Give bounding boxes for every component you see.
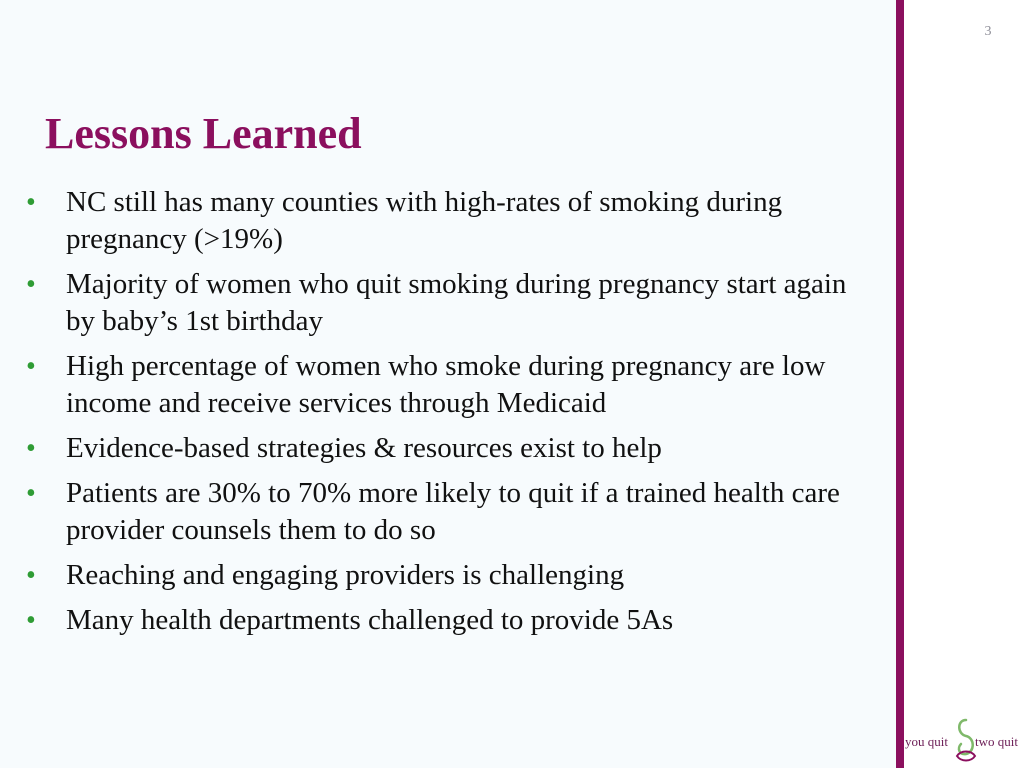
bullet-text: Patients are 30% to 70% more likely to quit if a trained health care provider counsels them to do so (66, 477, 840, 546)
bullet-text: Majority of women who quit smoking during pregnancy start again by baby’s 1st birthday (66, 268, 847, 337)
bullet-text: High percentage of women who smoke during pregnancy are low income and receive services through Medicaid (66, 350, 826, 419)
bullet-text: Many health departments challenged to provide 5As (66, 604, 674, 636)
slide-title: Lessons Learned (45, 109, 362, 158)
bullet-icon: • (26, 433, 36, 464)
side-rule (896, 0, 904, 768)
bullet-text: Reaching and engaging providers is challenging (66, 559, 625, 591)
bullet-icon: • (26, 605, 36, 636)
bullet-item (26, 475, 866, 549)
logo (905, 714, 1024, 768)
bullet-item (26, 348, 866, 422)
bullet-icon: • (26, 478, 36, 509)
bullet-icon: • (26, 351, 36, 382)
bullet-icon: • (26, 269, 36, 300)
bullet-icon: • (26, 560, 36, 591)
slide-number: 3 (984, 24, 992, 39)
logo-left-text: you quit (905, 734, 948, 749)
bullet-item (26, 430, 866, 467)
bullet-item (26, 184, 866, 258)
bullet-icon: • (26, 187, 36, 218)
logo-right-text: two quit (975, 734, 1018, 749)
right-panel (904, 0, 1024, 768)
bullet-list (26, 184, 866, 647)
bullet-item (26, 557, 866, 594)
bullet-item (26, 266, 866, 340)
bullet-text: NC still has many counties with high-rates of smoking during pregnancy (>19%) (66, 186, 783, 255)
bullet-item (26, 602, 866, 639)
bullet-text: Evidence-based strategies & resources exist to help (66, 432, 662, 464)
